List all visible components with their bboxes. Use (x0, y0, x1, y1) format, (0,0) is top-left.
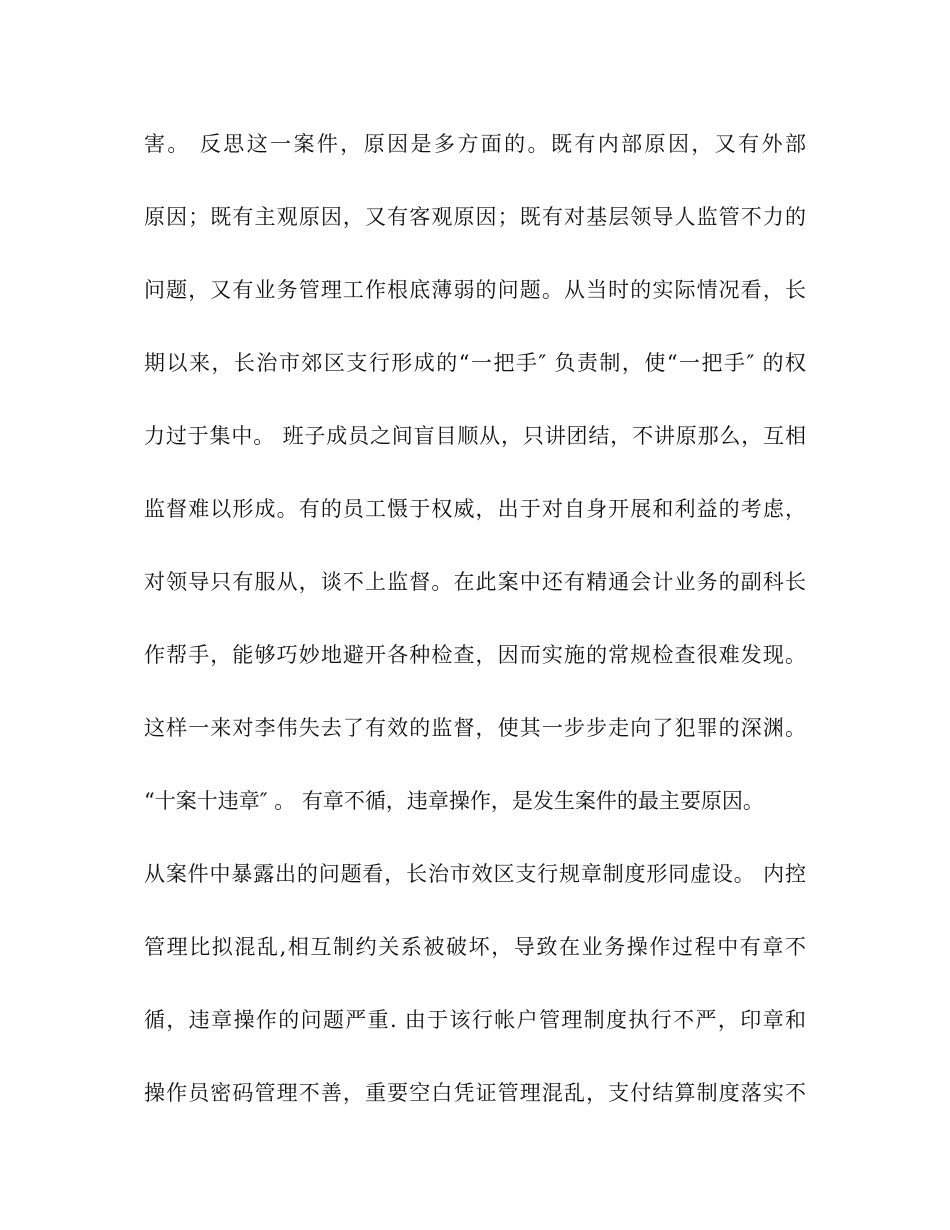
text-line-4: 期以来，长治市郊区支行形成的“一把手″ 负责制，使“一把手″ 的权 (144, 351, 806, 375)
text-line-8: 作帮手，能够巧妙地避开各种检查，因而实施的常规检查很难发现。 (144, 643, 806, 667)
body-text (144, 118, 806, 1140)
text-line-9: 这样一来对李伟失去了有效的监督，使其一步步走向了犯罪的深渊。 (144, 716, 806, 740)
text-line-7: 对领导只有服从，谈不上监督。在此案中还有精通会计业务的副科长 (144, 570, 806, 594)
text-line-11: 从案件中暴露出的问题看，长治市效区支行规章制度形同虚设。 内控 (144, 862, 806, 886)
text-line-6: 监督难以形成。有的员工慑于权威，出于对自身开展和利益的考虑， (144, 497, 806, 521)
text-line-12: 管理比拟混乱,相互制约关系被破坏，导致在业务操作过程中有章不 (144, 935, 806, 959)
text-line-5: 力过于集中。 班子成员之间盲目顺从，只讲团结，不讲原那么，互相 (144, 424, 806, 448)
text-line-3: 问题，又有业务管理工作根底薄弱的问题。从当时的实际情况看，长 (144, 278, 806, 302)
text-line-2: 原因；既有主观原因，又有客观原因；既有对基层领导人监管不力的 (144, 205, 806, 229)
text-line-1: 害。 反思这一案件，原因是多方面的。既有内部原因，又有外部 (144, 132, 806, 156)
text-line-13: 循，违章操作的问题严重. 由于该行帐户管理制度执行不严，印章和 (144, 1008, 806, 1032)
text-line-14: 操作员密码管理不善，重要空白凭证管理混乱，支付结算制度落实不 (144, 1081, 806, 1105)
text-line-10: “十案十违章″ 。 有章不循，违章操作，是发生案件的最主要原因。 (144, 789, 764, 813)
